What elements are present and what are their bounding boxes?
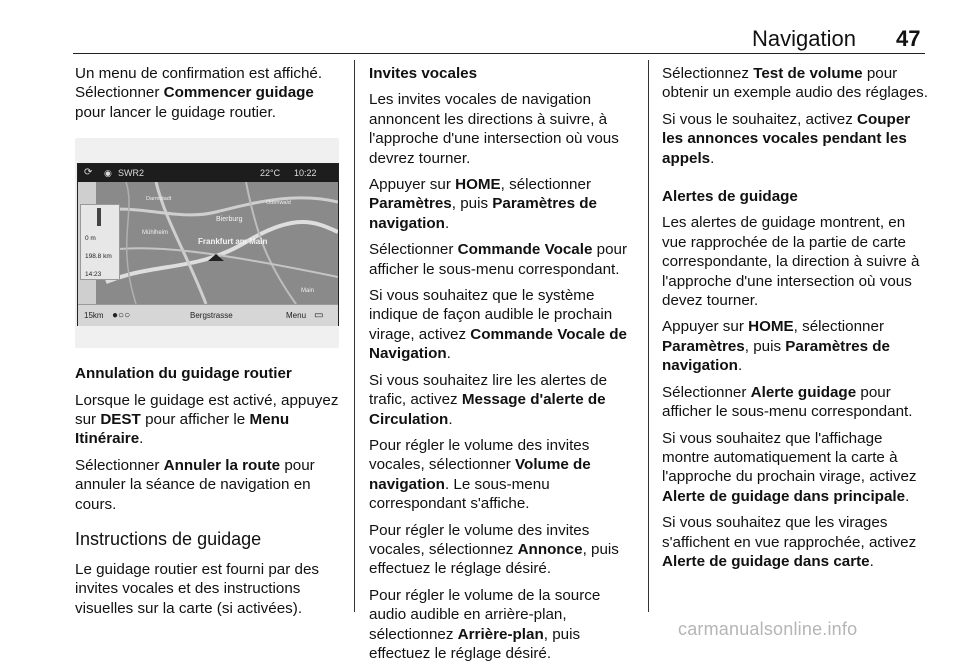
route-info-panel [80,204,120,280]
paragraph: Pour régler le volume des invites vocales, sélectionnez Annonce, puis effectuez le réglage désiré. [369,521,619,578]
section-title: Instructions de guidage [75,529,262,550]
paragraph: Appuyer sur HOME, sélectionner Paramètres, puis Paramètres de navigation. [662,318,890,375]
navigation-screen-figure [75,138,339,348]
view-toggle-icon[interactable]: ▭ [314,310,324,322]
subheading: Invites vocales [369,65,478,82]
paragraph: Sélectionner Commande Vocale pour afficher le sous-menu correspondant. [369,241,628,278]
column-1 [75,64,347,625]
map-place-label: Bierburg [216,216,243,224]
arrival-time: 14:23 [85,271,102,279]
station-name: SWR2 [118,168,145,179]
watermark-url: carmanualsonline.info [678,619,858,639]
header-rule [73,53,925,54]
column-2 [369,64,637,670]
options-icon[interactable]: ●○○ [112,310,131,322]
paragraph: Lorsque le guidage est activé, appuyez sur DEST pour afficher le Menu Itinéraire. [75,391,339,448]
paragraph: Si vous souhaitez que le système indique de façon audible le prochain virage, activez Commande Vocale de Navigation. [369,287,627,363]
map-place-label: Darmstadt [146,196,172,203]
paragraph: Sélectionner Annuler la route pour annuler la séance de navigation en cours. [75,456,315,513]
map-view [96,182,338,304]
column-divider-2 [648,60,649,612]
paragraph: Un menu de confirmation est affiché. Sélectionner Commencer guidage pour lancer le guidage routier. [75,65,323,121]
paragraph: Sélectionnez Test de volume pour obtenir un exemple audio des réglages. [662,65,928,102]
page-number: 47 [896,26,921,51]
clock: 10:22 [294,168,317,179]
map-place-label: Odenwald [266,200,291,207]
paragraph: Le guidage routier est fourni par des invites vocales et des instructions visuelles sur la carte (si activées). [75,561,320,617]
subheading: Alertes de guidage [662,188,798,206]
spacer [662,175,928,187]
direction-arrow-icon [97,208,101,226]
subheading: Annulation du guidage routier [75,365,292,383]
paragraph: Si vous souhaitez que les virages s'affichent en vue rapprochée, activez Alerte de guidage dans carte. [662,514,917,570]
column-3 [662,64,928,578]
paragraph: Les invites vocales de navigation annoncent les directions à suivre, à l'approche d'une intersection où vous devrez tourner. [369,91,619,167]
map-scale: 15km [84,311,104,321]
screen-bottom-bar [78,304,338,326]
menu-button[interactable]: Menu [286,311,307,321]
map-place-label: Main [301,288,315,295]
map-place-label: Mühlheim [142,230,169,237]
current-street: Bergstrasse [190,311,233,321]
paragraph: Si vous souhaitez que l'affichage montre automatiquement la carte à l'approche du prochain virage, activez Alerte de guidage dans principale. [662,429,917,505]
paragraph: Appuyer sur HOME, sélectionner Paramètres, puis Paramètres de navigation. [369,176,597,232]
navigation-screen [77,163,339,326]
refresh-icon: ⟳ [84,167,93,179]
radio-icon: ◉ [104,168,112,179]
paragraph: Si vous le souhaitez, activez Couper les annonces vocales pendant les appels. [662,110,911,167]
remaining-distance: 198.8 km [85,253,112,261]
next-turn-distance: 0 m [85,235,96,243]
screen-status-bar [78,164,338,182]
temperature: 22°C [260,168,281,179]
header-title: Navigation [752,26,856,51]
column-divider-1 [354,60,355,612]
paragraph: Les alertes de guidage montrent, en vue rapprochée de la partie de carte correspondante, la direction à suivre à l'approche d'une intersection où vous devez tourner. [662,214,920,310]
paragraph: Pour régler le volume de la source audio audible en arrière-plan, sélectionnez Arrière-plan, puis effectuez le réglage désiré. [369,586,601,662]
map-place-label: Frankfurt am Main [198,237,268,247]
paragraph: Sélectionner Alerte guidage pour afficher le sous-menu correspondant. [662,383,913,421]
paragraph: Pour régler le volume des invites vocales, sélectionner Volume de navigation. Le sous-menu correspondant s'affiche. [369,436,591,513]
paragraph: Si vous souhaitez lire les alertes de trafic, activez Message d'alerte de Circulation. [369,371,608,428]
